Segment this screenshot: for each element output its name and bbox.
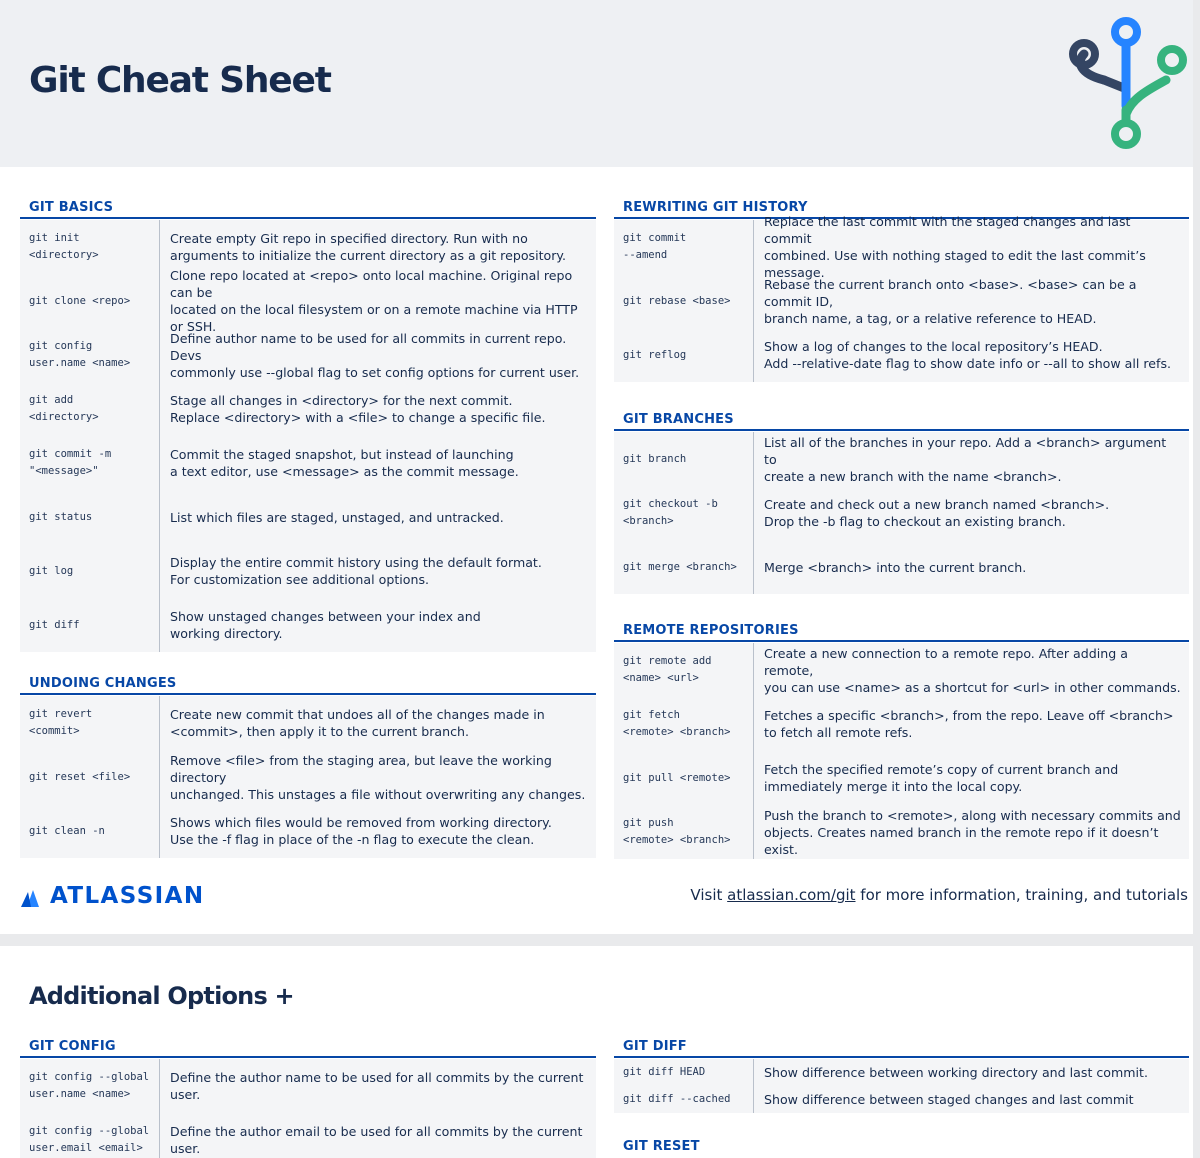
- visit-prefix: Visit: [690, 886, 728, 904]
- description-cell: Commit the staged snapshot, but instead of launching a text editor, use <message> as the commit message.: [170, 447, 519, 479]
- section-title: GIT BASICS: [20, 197, 596, 219]
- description-cell: Show a log of changes to the local repository’s HEAD. Add --relative-date flag to show date info or --all to show all refs.: [764, 339, 1172, 371]
- command-cell: git remote add <name> <url>: [614, 643, 754, 697]
- section-git-reset: [614, 1136, 1189, 1158]
- section-title: REWRITING GIT HISTORY: [614, 197, 1189, 219]
- command-cell: git merge <branch>: [614, 540, 754, 594]
- additional-options-title: Additional Options +: [29, 982, 294, 1010]
- section-git-config: [20, 1036, 596, 1158]
- command-cell: git push <remote> <branch>: [614, 805, 754, 859]
- section-title: UNDOING CHANGES: [20, 673, 596, 695]
- description-cell: Remove <file> from the staging area, but leave the working directory unchanged. This unstages a file without overwriting any changes.: [170, 752, 586, 802]
- command-cell: git commit --amend: [614, 220, 754, 274]
- command-cell: git config --global user.name <name>: [20, 1059, 160, 1113]
- atlassian-logo: [20, 883, 204, 909]
- visit-footer: [600, 886, 1188, 904]
- command-cell: git revert <commit>: [20, 696, 160, 750]
- command-cell: git add <directory>: [20, 382, 160, 436]
- command-cell: git pull <remote>: [614, 751, 754, 805]
- description-cell: Push the branch to <remote>, along with necessary commits and objects. Creates named branch in the remote repo if it doesn’t exist.: [764, 807, 1181, 857]
- table-row: [20, 696, 596, 750]
- section-title: REMOTE REPOSITORIES: [614, 620, 1189, 642]
- section-git-diff: [614, 1036, 1189, 1113]
- table-row: [614, 274, 1189, 328]
- section-remote-repositories: [614, 620, 1189, 859]
- command-cell: git init <directory>: [20, 220, 160, 274]
- page-title: Git Cheat Sheet: [29, 60, 331, 101]
- atlassian-git-link[interactable]: atlassian.com/git: [727, 886, 856, 904]
- command-cell: git reset <file>: [20, 750, 160, 804]
- table-row: [614, 1086, 1189, 1113]
- table-row: [614, 1059, 1189, 1086]
- command-cell: git branch: [614, 432, 754, 486]
- table-row: [20, 804, 596, 858]
- section-title: GIT DIFF: [614, 1036, 1189, 1058]
- command-cell: git commit -m "<message>": [20, 436, 160, 490]
- command-cell: git log: [20, 544, 160, 598]
- command-cell: git checkout -b <branch>: [614, 486, 754, 540]
- table-row: [614, 805, 1189, 859]
- description-cell: Create empty Git repo in specified directory. Run with no arguments to initialize the current directory as a git repository.: [170, 231, 567, 263]
- command-cell: git clone <repo>: [20, 274, 160, 328]
- description-cell: Show difference between working directory and last commit.: [764, 1065, 1148, 1080]
- section-rewriting-history: [614, 197, 1189, 382]
- table-row: [614, 697, 1189, 751]
- description-cell: List which files are staged, unstaged, and untracked.: [170, 509, 504, 525]
- table-row: [20, 544, 596, 598]
- description-cell: Fetch the specified remote’s copy of current branch and immediately merge it into the local copy.: [764, 762, 1119, 794]
- table-row: [20, 1113, 596, 1158]
- description-cell: Fetches a specific <branch>, from the repo. Leave off <branch> to fetch all remote refs.: [764, 708, 1174, 740]
- description-cell: Display the entire commit history using the default format. For customization see additional options.: [170, 555, 542, 587]
- description-cell: Create and check out a new branch named <branch>. Drop the -b flag to checkout an existing branch.: [764, 497, 1110, 529]
- command-cell: git rebase <base>: [614, 274, 754, 328]
- table-row: [20, 750, 596, 804]
- table-row: [614, 328, 1189, 382]
- command-cell: git diff: [20, 598, 160, 652]
- table-row: [614, 643, 1189, 697]
- description-cell: Show unstaged changes between your index and working directory.: [170, 609, 481, 641]
- description-cell: List all of the branches in your repo. Add a <branch> argument to create a new branch with the name <branch>.: [764, 434, 1167, 484]
- table-row: [20, 220, 596, 274]
- description-cell: Show difference between staged changes and last commit: [764, 1092, 1134, 1107]
- section-title: GIT RESET: [623, 1139, 700, 1154]
- command-cell: git reflog: [614, 328, 754, 382]
- description-cell: Clone repo located at <repo> onto local machine. Original repo can be located on the local filesystem or on a remote machine via HTTP or SSH.: [170, 268, 578, 334]
- command-cell: git fetch <remote> <branch>: [614, 697, 754, 751]
- table-row: [614, 540, 1189, 594]
- atlassian-triangle-icon: [20, 884, 42, 908]
- table-row: [20, 598, 596, 652]
- command-cell: git clean -n: [20, 804, 160, 858]
- table-row: [20, 436, 596, 490]
- description-cell: Stage all changes in <directory> for the next commit. Replace <directory> with a <file> to change a specific file.: [170, 393, 546, 425]
- section-title: GIT CONFIG: [20, 1036, 596, 1058]
- table-row: [614, 486, 1189, 540]
- command-cell: git config user.name <name>: [20, 328, 160, 382]
- brand-wordmark: ATLASSIAN: [50, 883, 205, 909]
- description-cell: Create new commit that undoes all of the changes made in <commit>, then apply it to the current branch.: [170, 707, 545, 739]
- section-git-branches: [614, 409, 1189, 594]
- table-row: [20, 328, 596, 382]
- description-cell: Replace the last commit with the staged changes and last commit combined. Use with nothing staged to edit the last commit’s message.: [764, 214, 1146, 280]
- description-cell: Define the author email to be used for all commits by the current user.: [170, 1124, 583, 1156]
- table-row: [20, 382, 596, 436]
- section-undoing-changes: [20, 673, 596, 858]
- description-cell: Shows which files would be removed from working directory. Use the -f flag in place of the -n flag to execute the clean.: [170, 815, 552, 847]
- command-cell: git status: [20, 490, 160, 544]
- description-cell: Define the author name to be used for all commits by the current user.: [170, 1070, 584, 1102]
- description-cell: Create a new connection to a remote repo. After adding a remote, you can use <name> as a shortcut for <url> in other commands.: [764, 645, 1181, 695]
- command-cell: git config --global user.email <email>: [20, 1113, 160, 1158]
- table-row: [20, 1059, 596, 1113]
- description-cell: Merge <branch> into the current branch.: [764, 559, 1027, 575]
- visit-suffix: for more information, training, and tutorials: [855, 886, 1188, 904]
- table-row: [20, 490, 596, 544]
- description-cell: Rebase the current branch onto <base>. <base> can be a commit ID, branch name, a tag, or a relative reference to HEAD.: [764, 276, 1137, 326]
- table-row: [614, 751, 1189, 805]
- table-row: [614, 432, 1189, 486]
- command-cell: git diff HEAD: [614, 1059, 754, 1086]
- section-git-basics: [20, 197, 596, 652]
- command-cell: git diff --cached: [614, 1086, 754, 1113]
- table-row: [614, 214, 1189, 280]
- description-cell: Define author name to be used for all commits in current repo. Devs commonly use --global flag to set config options for current user.: [170, 330, 580, 380]
- table-row: [20, 268, 596, 334]
- section-title: GIT BRANCHES: [614, 409, 1189, 431]
- git-branch-logo-icon: [1062, 14, 1192, 154]
